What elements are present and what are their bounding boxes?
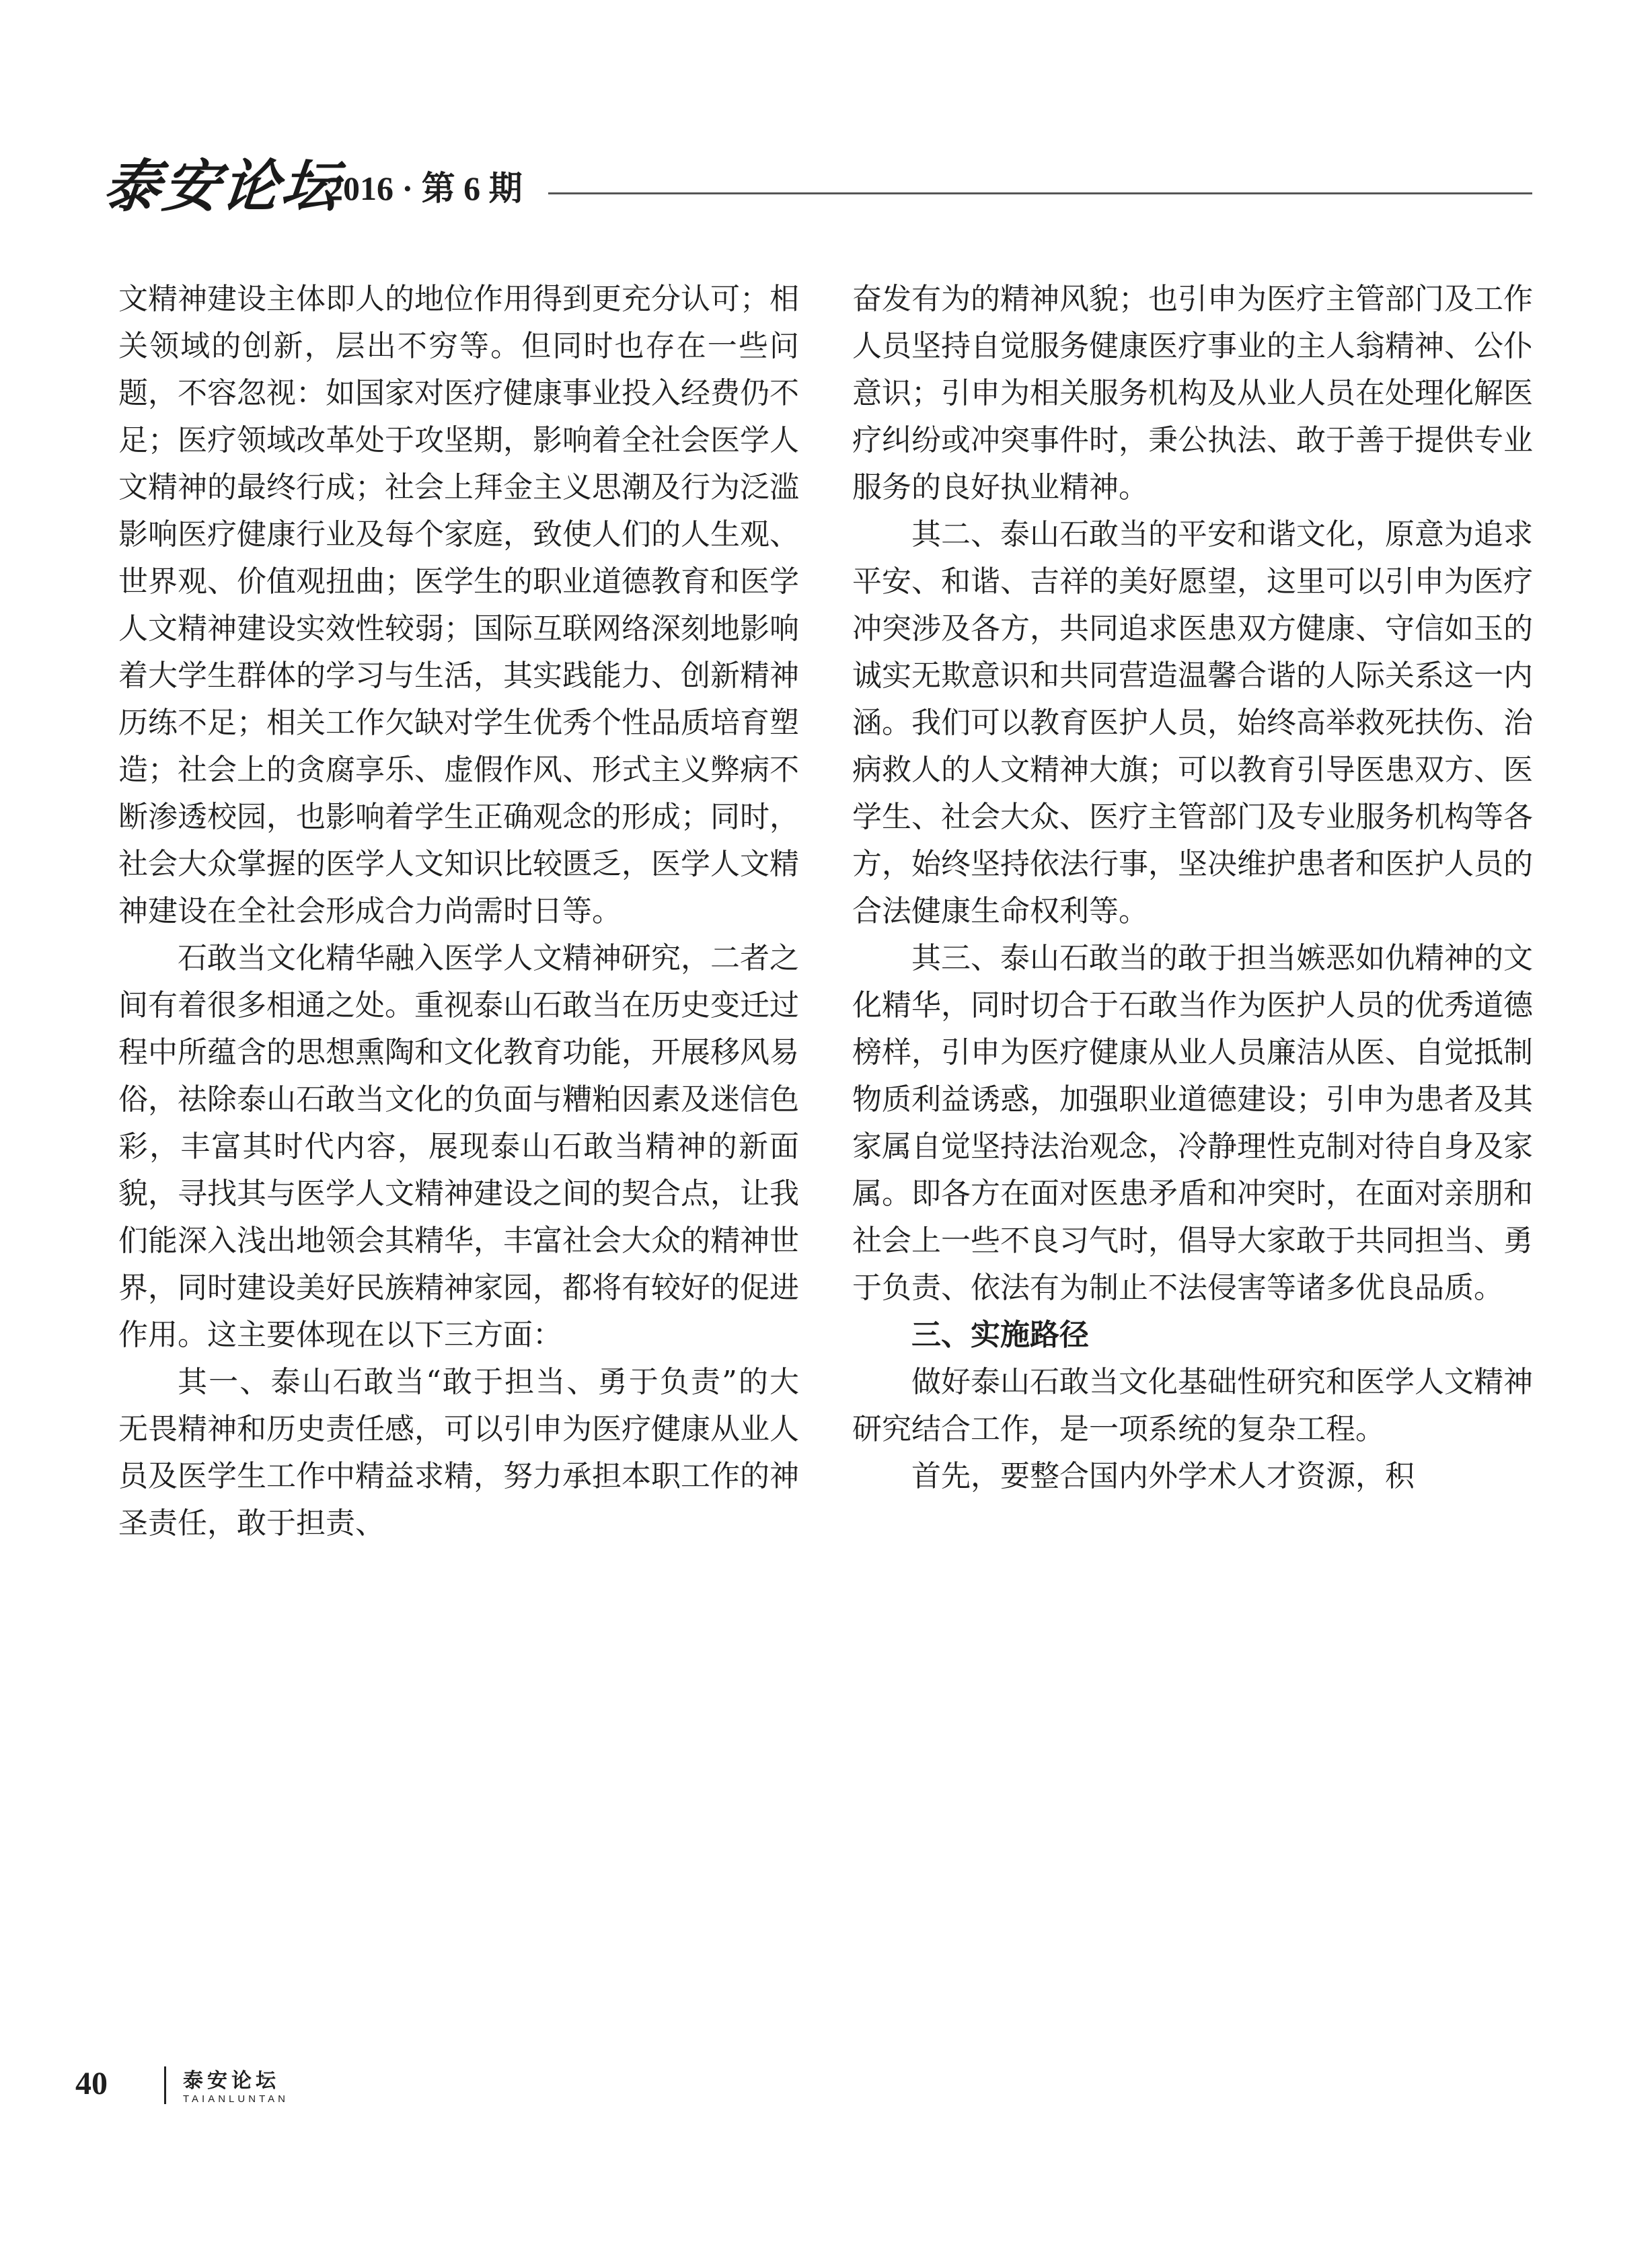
page-header — [100, 141, 1532, 219]
paragraph: 其三、泰山石敢当的敢于担当嫉恶如仇精神的文化精华，同时切合于石敢当作为医护人员的优秀道德榜样，引申为医疗健康从业人员廉洁从医、自觉抵制物质利益诱惑，加强职业道德建设；引申为患者及其家属自觉坚持法治观念，冷静理性克制对待自身及家属。即各方在面对医患矛盾和冲突时，在面对亲朋和社会上一些不良习气时，倡导大家敢于共同担当、勇于负责、依法有为制止不法侵害等诸多优良品质。 — [852, 941, 1533, 1305]
paragraph: 奋发有为的精神风貌；也引申为医疗主管部门及工作人员坚持自觉服务健康医疗事业的主人翁精神、公仆意识；引申为相关服务机构及从业人员在处理化解医疗纠纷或冲突事件时，秉公执法、敢于善于提供专业服务的良好执业精神。 — [852, 282, 1533, 505]
paragraph: 其一、泰山石敢当“敢于担当、勇于负责”的大无畏精神和历史责任感，可以引申为医疗健康从业人员及医学生工作中精益求精，努力承担本职工作的神圣责任，敢于担责、 — [118, 1365, 799, 1540]
footer-journal-pinyin: TAIANLUNTAN — [183, 2093, 289, 2105]
issue-label: 2016 · 第 6 期 — [326, 170, 523, 207]
paragraph: 做好泰山石敢当文化基础性研究和医学人文精神研究结合工作，是一项系统的复杂工程。 — [852, 1365, 1533, 1446]
footer-journal-name: 泰安论坛 — [183, 2069, 280, 2093]
right-column — [852, 276, 1533, 1500]
header-rule — [548, 192, 1532, 194]
left-column — [118, 276, 799, 1547]
page-number: 40 — [75, 2066, 108, 2101]
footer-divider — [164, 2066, 166, 2104]
paragraph: 其二、泰山石敢当的平安和谐文化，原意为追求平安、和谐、吉祥的美好愿望，这里可以引申为医疗冲突涉及各方，共同追求医患双方健康、守信如玉的诚实无欺意识和共同营造温馨合谐的人际关系这一内涵。我们可以教育医护人员，始终高举救死扶伤、治病救人的人文精神大旗；可以教育引导医患双方、医学生、社会大众、医疗主管部门及专业服务机构等各方，始终坚持依法行事，坚决维护患者和医护人员的合法健康生命权利等。 — [852, 517, 1533, 928]
paragraph: 石敢当文化精华融入医学人文精神研究，二者之间有着很多相通之处。重视泰山石敢当在历史变迁过程中所蕴含的思想熏陶和文化教育功能，开展移风易俗，祛除泰山石敢当文化的负面与糟粕因素及迷信色彩，丰富其时代内容，展现泰山石敢当精神的新面貌，寻找其与医学人文精神建设之间的契合点，让我们能深入浅出地领会其精华，丰富社会大众的精神世界，同时建设美好民族精神家园，都将有较好的促进作用。这主要体现在以下三方面： — [118, 941, 799, 1352]
paragraph: 首先，要整合国内外学术人才资源，积 — [911, 1459, 1415, 1493]
paragraph: 文精神建设主体即人的地位作用得到更充分认可；相关领域的创新，层出不穷等。但同时也存在一些问题，不容忽视：如国家对医疗健康事业投入经费仍不足；医疗领域改革处于攻坚期，影响着全社会医学人文精神的最终行成；社会上拜金主义思潮及行为泛滥影响医疗健康行业及每个家庭，致使人们的人生观、世界观、价值观扭曲；医学生的职业道德教育和医学人文精神建设实效性较弱；国际互联网络深刻地影响着大学生群体的学习与生活，其实践能力、创新精神历练不足；相关工作欠缺对学生优秀个性品质培育塑造；社会上的贪腐享乐、虚假作风、形式主义弊病不断渗透校园，也影响着学生正确观念的形成；同时，社会大众掌握的医学人文知识比较匮乏，医学人文精神建设在全社会形成合力尚需时日等。 — [118, 282, 799, 928]
journal-logo: 泰安论坛 — [100, 153, 344, 219]
section-heading: 三、实施路径 — [911, 1318, 1089, 1352]
